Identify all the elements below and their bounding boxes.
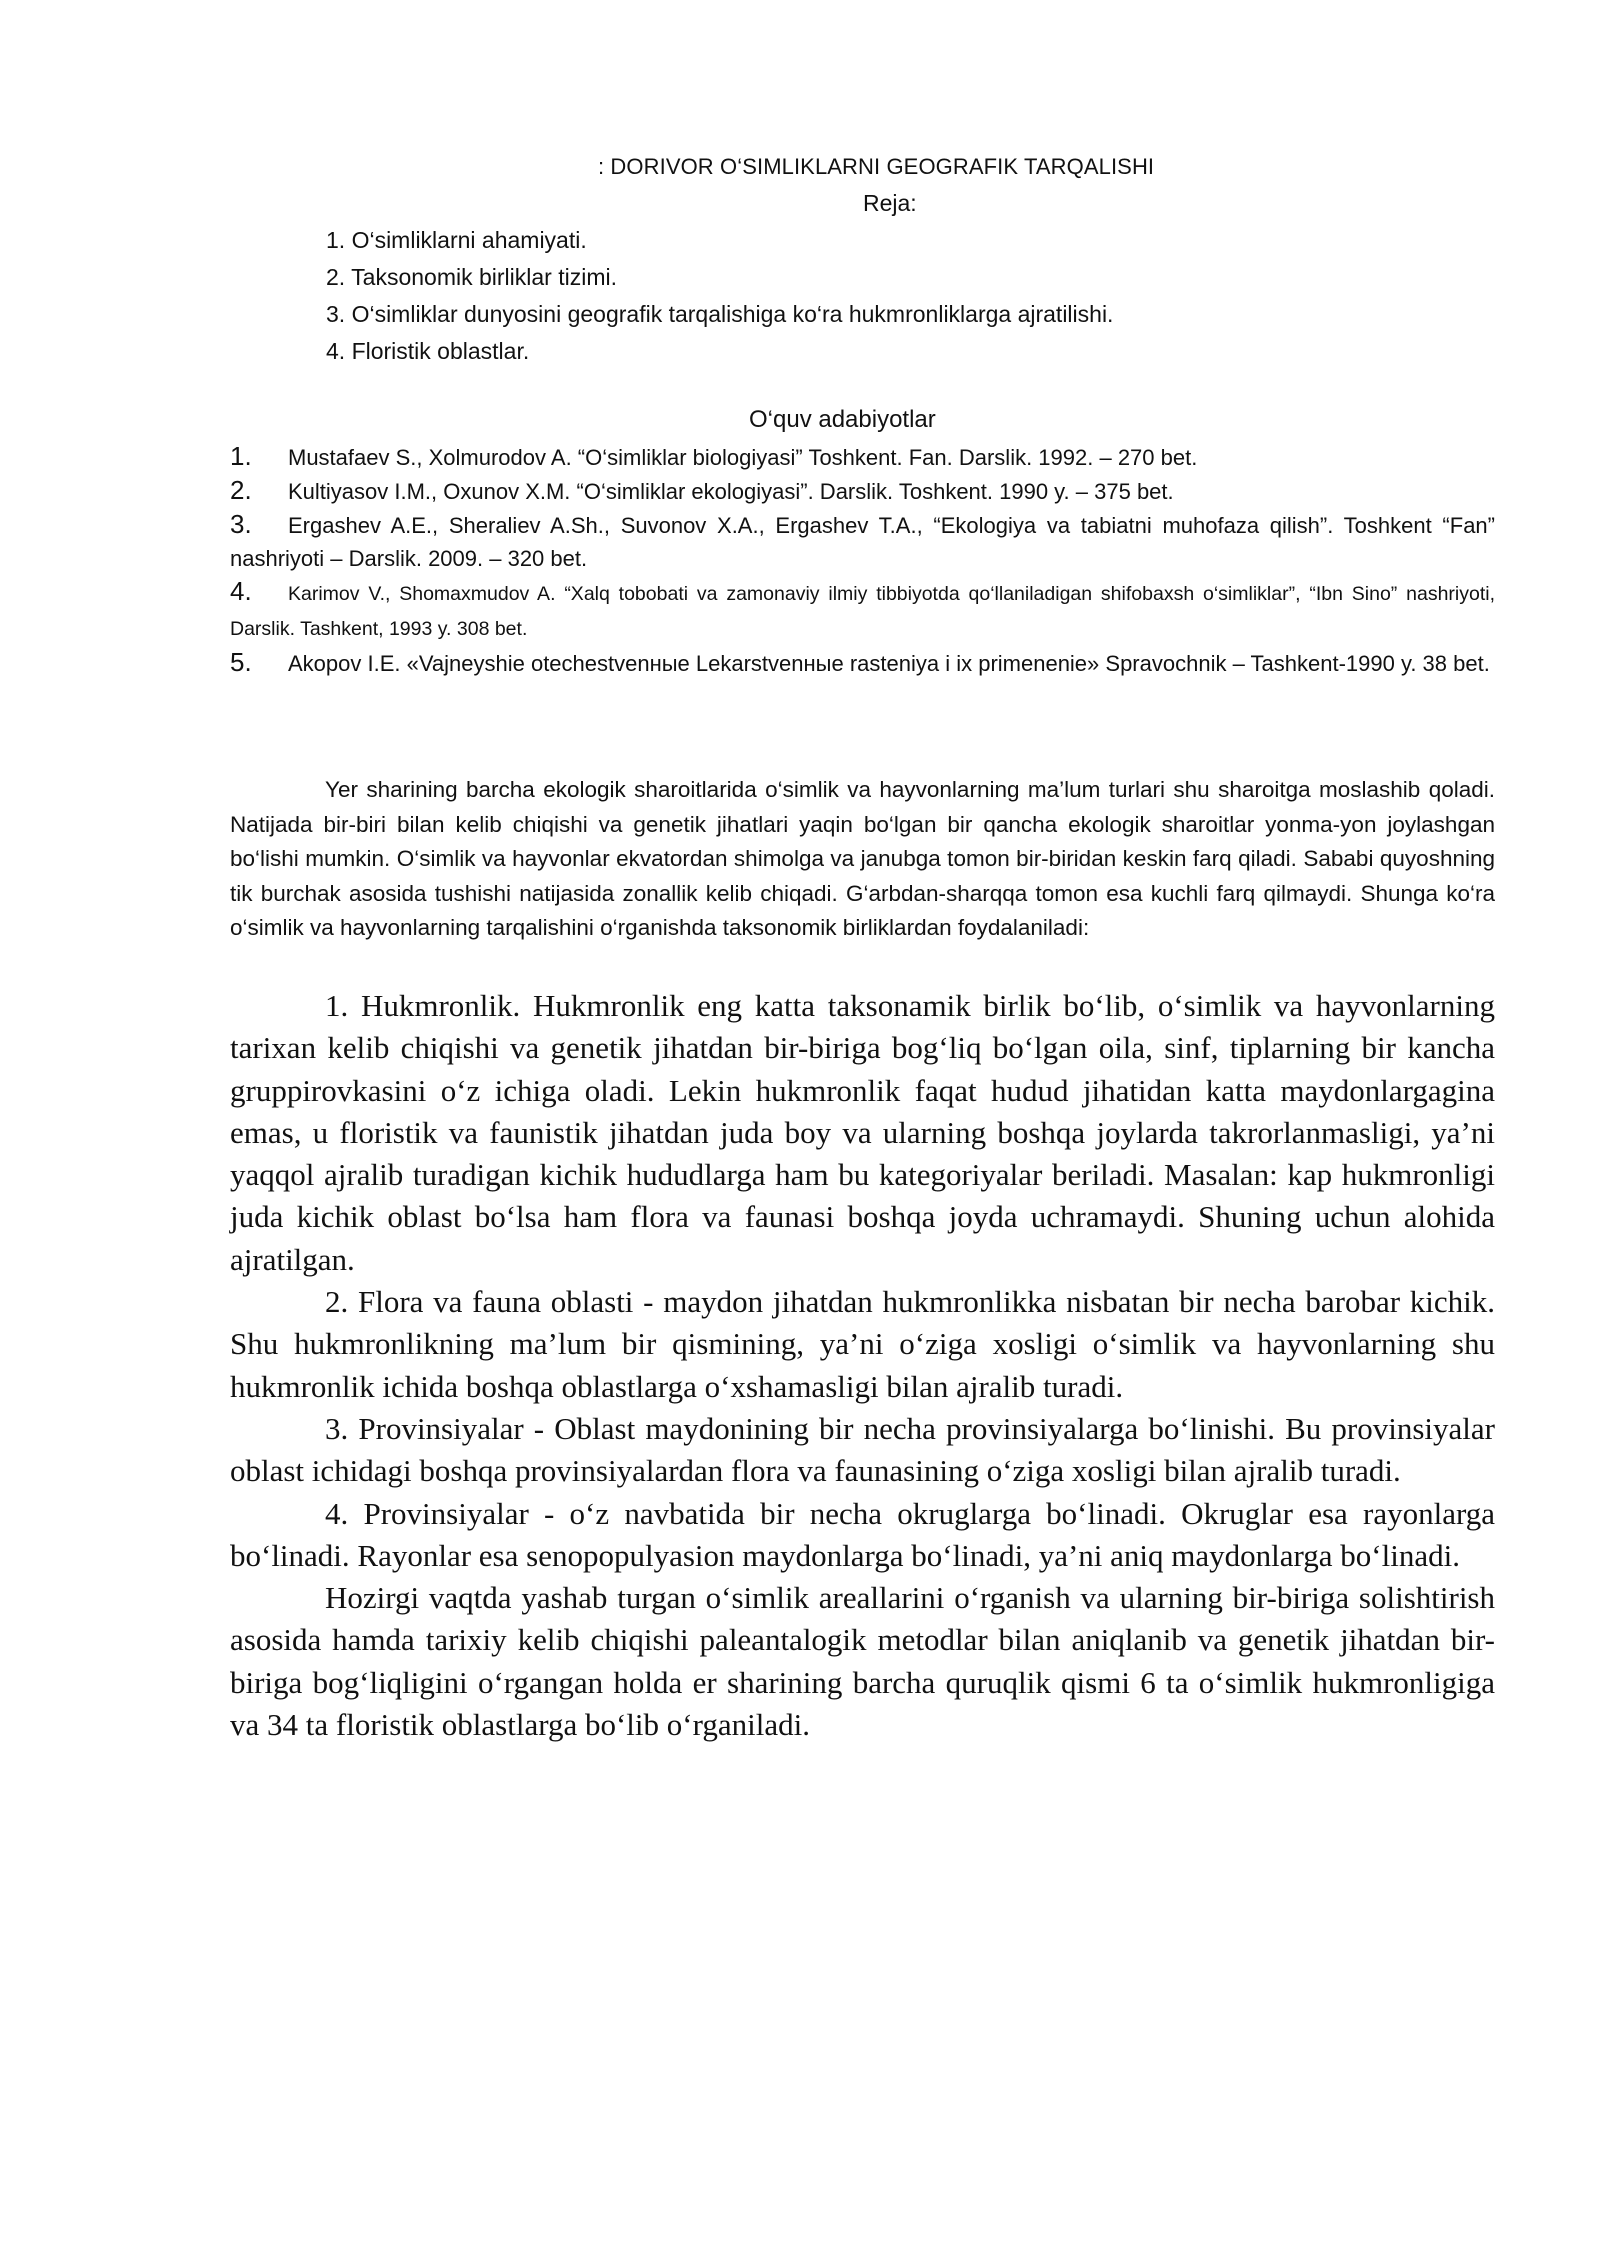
reference-number: 3. (230, 509, 252, 539)
intro-paragraph: Yer sharining barcha ekologik sharoitlarida o‘simlik va hayvonlarning ma’lum turlari shu sharoitga moslashib qoladi. Natijada bir-biri bilan kelib chiqishi va genetik jihatlari yaqin bo‘lgan bir qancha ekologik sharoitlar yonma-yon joylashgan bo‘lishi mumkin. O‘simlik va hayvonlar ekvatordan shimolga va janubga tomon bir-biridan keskin farq qiladi. Sababi quyoshning tik burchak asosida tushishi natijasida zonallik kelib chiqadi. G‘arbdan-sharqqa tomon esa kuchli farq qilmaydi. Shunga ko‘ra o‘simlik va hayvonlarning tarqalishini o‘rganishda taksonomik birliklardan foydalaniladi: (230, 777, 1495, 940)
reference-text: Mustafaev S., Xolmurodov A. “O‘simliklar biologiyasi” Toshkent. Fan. Darslik. 1992. – 270 bet. (288, 445, 1198, 470)
reference-number: 1. (230, 441, 252, 471)
reference-item (230, 440, 1495, 474)
reference-text: Akopov I.E. «Vajneyshie otechestvenныe Lekarstvenныe rasteniya i ix primenenie» Spravochnik – Tashkent-1990 y. 38 bet. (288, 651, 1490, 676)
body-paragraph: 4. Provinsiyalar - o‘z navbatida bir necha okruglarga bo‘linadi. Okruglar esa rayonlarga bo‘linadi. Rayonlar esa senopopulyasion maydonlarga bo‘linadi, ya’ni aniq maydonlarga bo‘linadi. (230, 1495, 1495, 1573)
body-paragraph: 1. Hukmronlik. Hukmronlik eng katta taksonamik birlik bo‘lib, o‘simlik va hayvonlarning tarixan kelib chiqishi va genetik jihatdan bir-biriga bog‘liq bo‘lgan oila, sinf, tiplarning bir kancha gruppirovkasini o‘z ichiga oladi. Lekin hukmronlik faqat hudud jihatidan katta maydonlargagina emas, u floristik va faunistik jihatdan juda boy va ularning boshqa joylarda takrorlanmasligi, ya’ni yaqqol ajralib turadigan kichik hududlarga ham bu kategoriyalar beriladi. Masalan: kap hukmronligi juda kichik oblast bo‘lsa ham flora va faunasi boshqa joyda uchramaydi. Shuning uchun alohida ajratilgan. (230, 988, 1495, 1277)
reference-item (230, 508, 1495, 575)
reference-number: 2. (230, 475, 252, 505)
reference-text: Karimov V., Shomaxmudov A. “Xalq tobobati va zamonaviy ilmiy tibbiyotda qo‘llaniladigan shifobaxsh o‘simliklar”, “Ibn Sino” nashriyoti, Darslik. Tashkent, 1993 y. 308 bet. (230, 583, 1495, 640)
literature-heading: O‘quv adabiyotlar (749, 406, 936, 433)
reference-number: 5. (230, 647, 252, 677)
reference-item (230, 646, 1495, 680)
plan-item: 4. Floristik oblastlar. (326, 338, 530, 364)
document-title: : DORIVOR O‘SIMLIKLARNI GEOGRAFIK TARQALISHI (598, 154, 1155, 179)
plan-list (326, 222, 1526, 370)
reference-item (230, 474, 1495, 508)
body-paragraph: Hozirgi vaqtda yashab turgan o‘simlik areallarini o‘rganish va ularning bir-biriga solishtirish asosida hamda tarixiy kelib chiqishi paleantalogik metodlar bilan aniqlanib va genetik jihatdan bir-biriga bog‘liqligini o‘rgangan holda er sharining barcha quruqlik qismi 6 ta o‘simlik hukmronligiga va 34 ta floristik oblastlarga bo‘lib o‘rganiladi. (230, 1580, 1495, 1743)
references-list (230, 440, 1495, 680)
reference-item (230, 575, 1495, 646)
plan-heading: Reja: (863, 190, 917, 216)
reference-text: Kultiyasov I.M., Oxunov X.M. “O‘simliklar ekologiyasi”. Darslik. Toshkent. 1990 y. – 375 bet. (288, 479, 1174, 504)
plan-item: 1. O‘simliklarni ahamiyati. (326, 227, 587, 253)
body-paragraph: 3. Provinsiyalar - Oblast maydonining bir necha provinsiyalarga bo‘linishi. Bu provinsiyalar oblast ichidagi boshqa provinsiyalardan flora va faunasining o‘ziga xosligi bilan ajralib turadi. (230, 1410, 1495, 1489)
plan-item: 2. Taksonomik birliklar tizimi. (326, 264, 617, 290)
reference-number: 4. (230, 576, 252, 606)
body-paragraph: 2. Flora va fauna oblasti - maydon jihatdan hukmronlikka nisbatan bir necha barobar kichik. Shu hukmronlikning ma’lum bir qismining, ya’ni o‘ziga xosligi o‘simlik va hayvonlarning shu hukmronlik ichida boshqa oblastlarga o‘xshamasligi bilan ajralib turadi. (230, 1284, 1495, 1404)
plan-item: 3. O‘simliklar dunyosini geografik tarqalishiga ko‘ra hukmronliklarga ajratilishi. (326, 301, 1114, 327)
reference-text: Ergashev A.E., Sheraliev A.Sh., Suvonov X.A., Ergashev T.A., “Ekologiya va tabiatni muhofaza qilish”. Toshkent “Fan” nashriyoti – Darslik. 2009. – 320 bet. (230, 513, 1495, 571)
body-section (230, 985, 1495, 1746)
